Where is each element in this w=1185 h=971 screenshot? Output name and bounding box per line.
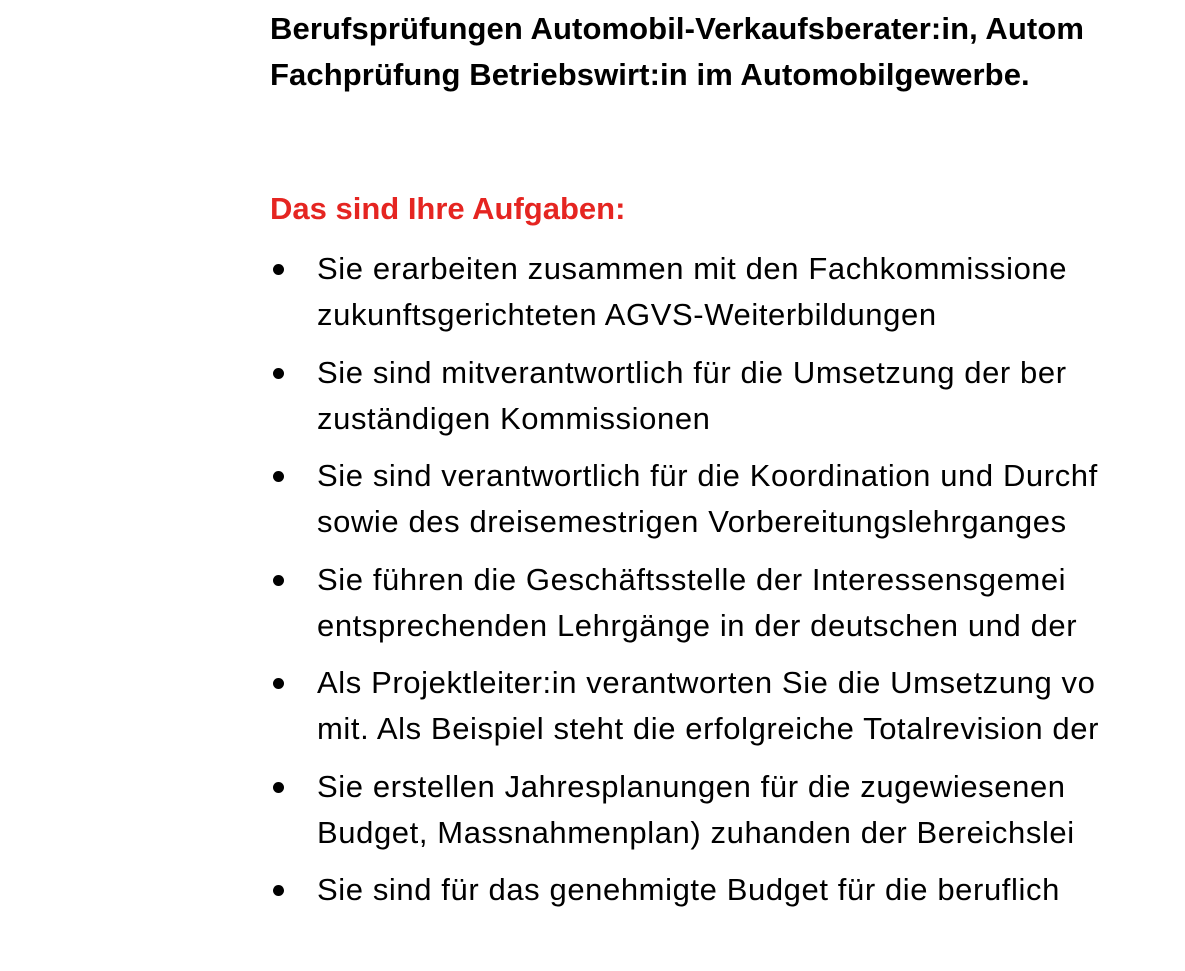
task-list	[270, 246, 1099, 971]
bullet-icon	[273, 782, 284, 793]
task-line-2: Budget, Massnahmenplan) zuhanden der Bereichslei	[317, 814, 1075, 850]
bullet-icon	[273, 264, 284, 275]
bullet-icon	[273, 471, 284, 482]
task-list-item	[270, 867, 1099, 971]
task-line-1: Sie sind verantwortlich für die Koordination und Durchf	[317, 458, 1098, 493]
task-line-1: Sie führen die Geschäftsstelle der Interessensgemei	[317, 561, 1067, 597]
bullet-icon	[273, 575, 284, 586]
task-line-2: entsprechenden Lehrgänge in der deutschen und der	[317, 607, 1078, 643]
task-list-item	[270, 660, 1099, 764]
intro-line-1: Berufsprüfungen Automobil-Verkaufsberater:in, Autom	[270, 11, 1085, 46]
intro-paragraph	[270, 6, 1084, 98]
task-list-item	[270, 764, 1099, 868]
task-list-item	[270, 453, 1099, 557]
task-line-1: Sie sind mitverantwortlich für die Umsetzung der ber	[317, 354, 1067, 390]
intro-line-2: Fachprüfung Betriebswirt:in im Automobilgewerbe.	[270, 57, 1030, 92]
task-list-item	[270, 246, 1099, 350]
task-line-1: Sie sind für das genehmigte Budget für die beruflich	[317, 872, 1060, 907]
task-line-1: Sie erstellen Jahresplanungen für die zugewiesenen	[317, 768, 1066, 804]
task-list-item	[270, 350, 1099, 454]
task-line-1: Als Projektleiter:in verantworten Sie die Umsetzung vo	[317, 665, 1096, 700]
task-line-1: Sie erarbeiten zusammen mit den Fachkommissione	[317, 251, 1068, 286]
bullet-icon	[273, 368, 284, 379]
section-heading-tasks: Das sind Ihre Aufgaben:	[270, 191, 626, 226]
task-line-2: zuständigen Kommissionen	[317, 400, 711, 436]
task-line-2: zukunftsgerichteten AGVS-Weiterbildungen	[317, 297, 937, 332]
task-list-item	[270, 557, 1099, 661]
bullet-icon	[273, 678, 284, 689]
task-line-2: sowie des dreisemestrigen Vorbereitungslehrganges	[317, 504, 1067, 539]
task-line-2: mit. Als Beispiel steht die erfolgreiche Totalrevision der	[317, 711, 1100, 746]
